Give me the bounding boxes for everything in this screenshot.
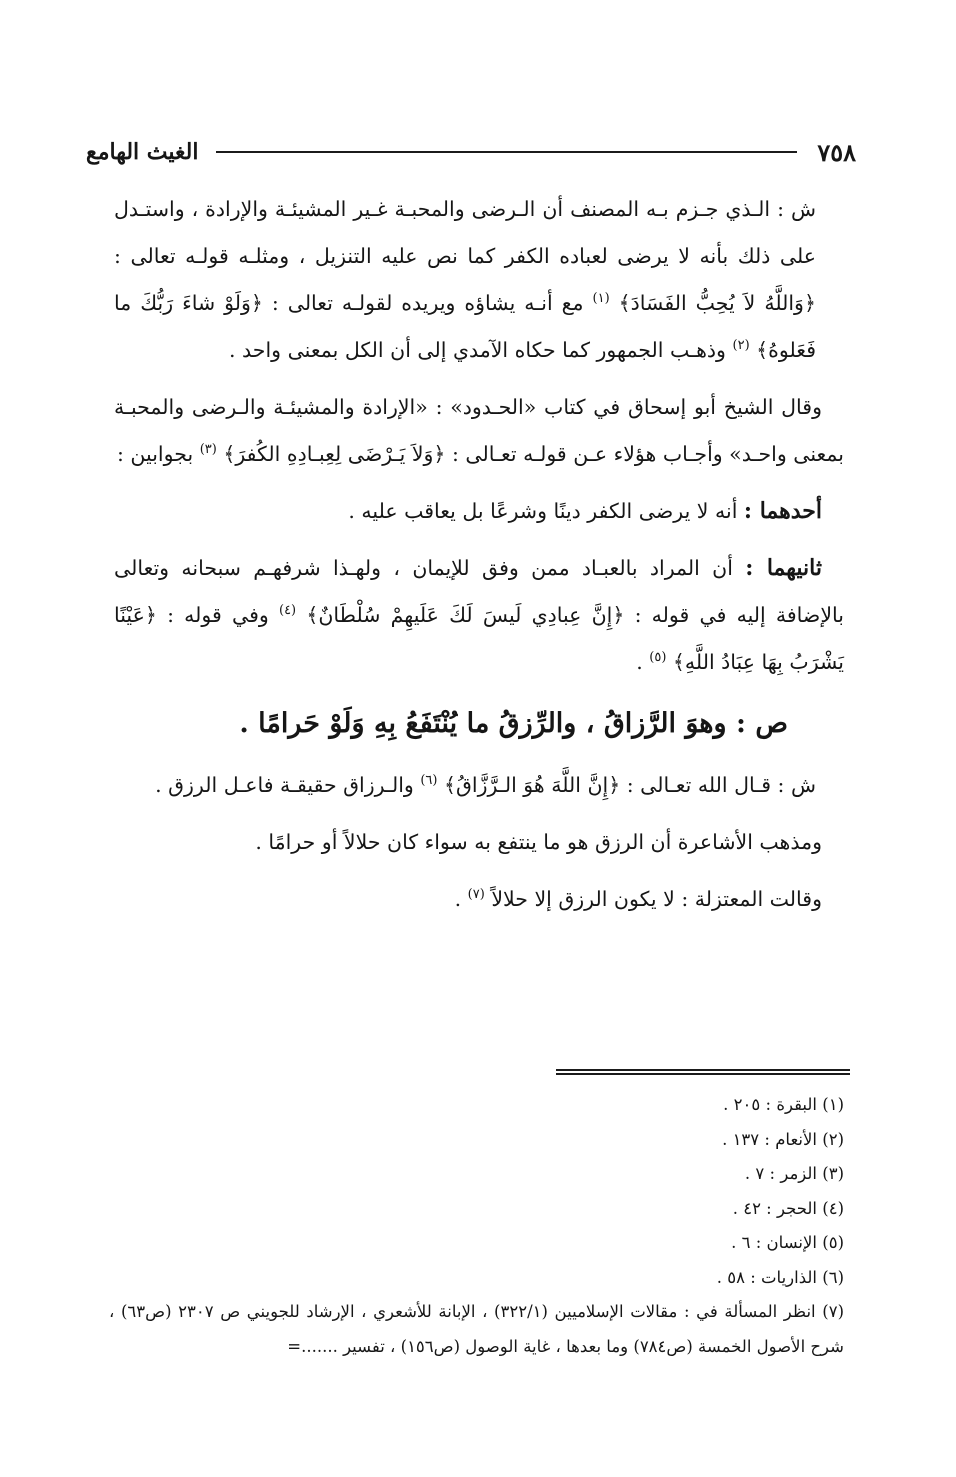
second-answer-label: ثانيهما : — [745, 555, 822, 581]
footnote-ref-5[interactable]: (٥) — [649, 650, 667, 666]
header-rule — [216, 151, 797, 153]
paragraph-5 — [114, 762, 844, 809]
quran-verse-5: ﴿عَيْنًا يَشْرَبُ بِهَا عِبَادُ اللَّهِ﴾ — [114, 603, 844, 674]
quran-verse-3: ﴿وَلاَ يَـرْضَى لِعِبـادِهِ الكُفرَ﴾ — [223, 442, 446, 466]
paragraph-7 — [114, 876, 844, 923]
footnote-ref-2[interactable]: (٢) — [732, 338, 750, 354]
footnote-ref-1[interactable]: (١) — [592, 291, 610, 307]
footnote-4: (٤) الحجر : ٤٢ . — [732, 1198, 844, 1218]
main-text — [114, 186, 844, 933]
quran-verse-4: ﴿إِنَّ عِبادِي لَيسَ لَكَ عَلَيهِمْ سُلْطَانٌ﴾ — [306, 603, 625, 627]
paragraph-4-text-a: أن المراد بالعبـاد ممن وفق للإيمان ، ولهـذا شرفهـم سبحانه وتعالى بالإضافة إليه في قوله : — [114, 556, 844, 627]
footnote-7: (٧) انظر المسألة في : مقالات الإسلاميين (٣٢٢/١) ، الإبانة للأشعري ، الإرشاد للجويني ص ٢٣٠٧ (ص٦٣) ، شرح الأصول الخمسة (ص٧٨٤) وما بعدها ، غاية الوصول (ص١٥٦) ، تفسير .......= — [109, 1302, 844, 1356]
footnote-separator — [556, 1069, 850, 1075]
paragraph-2 — [114, 384, 844, 478]
first-answer-label: أحدهما : — [743, 498, 822, 524]
paragraph-7-text-a: وقالت المعتزلة : لا يكون الرزق إلا حلالاً — [491, 887, 822, 911]
paragraph-7-text-b: . — [454, 887, 462, 911]
paragraph-6: ومذهب الأشاعرة أن الرزق هو ما ينتفع به سواء كان حلالاً أو حرامًا . — [255, 830, 822, 854]
paragraph-1-text-a: ش : الـذي جـزم بـه المصنف أن الـرضى والمحبـة غـير المشيئـة والإرادة ، واستـدل على ذلك بأنه لا يرضى لعباده الكفر كما نص عليه التنزيل ، ومثلـه قولـه تعالى : — [114, 197, 816, 268]
running-title: الغيث الهامع — [86, 139, 199, 165]
paragraph-4-text-b: وفي قوله : — [167, 603, 269, 627]
paragraph-5-text-a: ش : قـال الله تعـالى : — [626, 773, 816, 797]
footnotes — [109, 1088, 844, 1364]
paragraph-4 — [114, 545, 844, 686]
footnote-6: (٦) الذاريات : ٥٨ . — [716, 1267, 844, 1287]
footnote-ref-4[interactable]: (٤) — [278, 603, 297, 619]
paragraph-1-text-b: مع أنـه يشاؤه ويريده لقولـه تعالى : — [271, 291, 584, 315]
paragraph-2-text-b: بجوابين : — [117, 442, 194, 466]
paragraph-5-text-b: والـرزاق حقيقـة فاعـل الرزق . — [155, 773, 414, 797]
quran-verse-6: ﴿إِنَّ اللَّهَ هُوَ الـرَّزَّاقُ﴾ — [444, 773, 621, 797]
paragraph-1 — [114, 186, 844, 374]
footnote-2: (٢) الأنعام : ١٣٧ . — [722, 1129, 844, 1149]
paragraph-4-text-c: . — [636, 650, 643, 674]
paragraph-1-text-c: وذهـب الجمهور كما حكاه الآمدي إلى أن الكل بمعنى واحد . — [229, 338, 726, 362]
footnote-5: (٥) الإنسان : ٦ . — [731, 1233, 844, 1252]
footnote-ref-7[interactable]: (٧) — [467, 887, 485, 903]
footnote-3: (٣) الزمر : ٧ . — [744, 1164, 844, 1183]
footnote-1: (١) البقرة : ٢٠٥ . — [723, 1095, 844, 1114]
page-number: ٧٥٨ — [817, 137, 856, 167]
section-heading: ص : وهوَ الرَّزاقُ ، والرِّزقُ ما يُنْتَفَعُ بِهِ وَلَوْ حَرامًا . — [239, 708, 788, 739]
quran-verse-1: ﴿وَاللَّهُ لاَ يُحِبُّ الفَسَادَ﴾ — [618, 291, 816, 315]
footnote-ref-6[interactable]: (٦) — [420, 773, 438, 789]
footnote-ref-3[interactable]: (٣) — [199, 442, 217, 458]
paragraph-3 — [114, 488, 844, 535]
paragraph-2-text-a: وقال الشيخ أبو إسحاق في كتاب «الحـدود» : «الإرادة والمشيئـة والـرضى والمحبـة بمعنى واحـد» وأجـاب هؤلاء عـن قولـه تعـالى : — [114, 395, 844, 466]
quran-verse-2: ﴿وَلَوْ شاءَ رَبُّكَ ما فَعَلوهُ﴾ — [114, 291, 816, 362]
page-header — [86, 132, 856, 172]
first-answer-text: أنه لا يرضى الكفر دينًا وشرعًا بل يعاقب عليه . — [348, 499, 738, 523]
